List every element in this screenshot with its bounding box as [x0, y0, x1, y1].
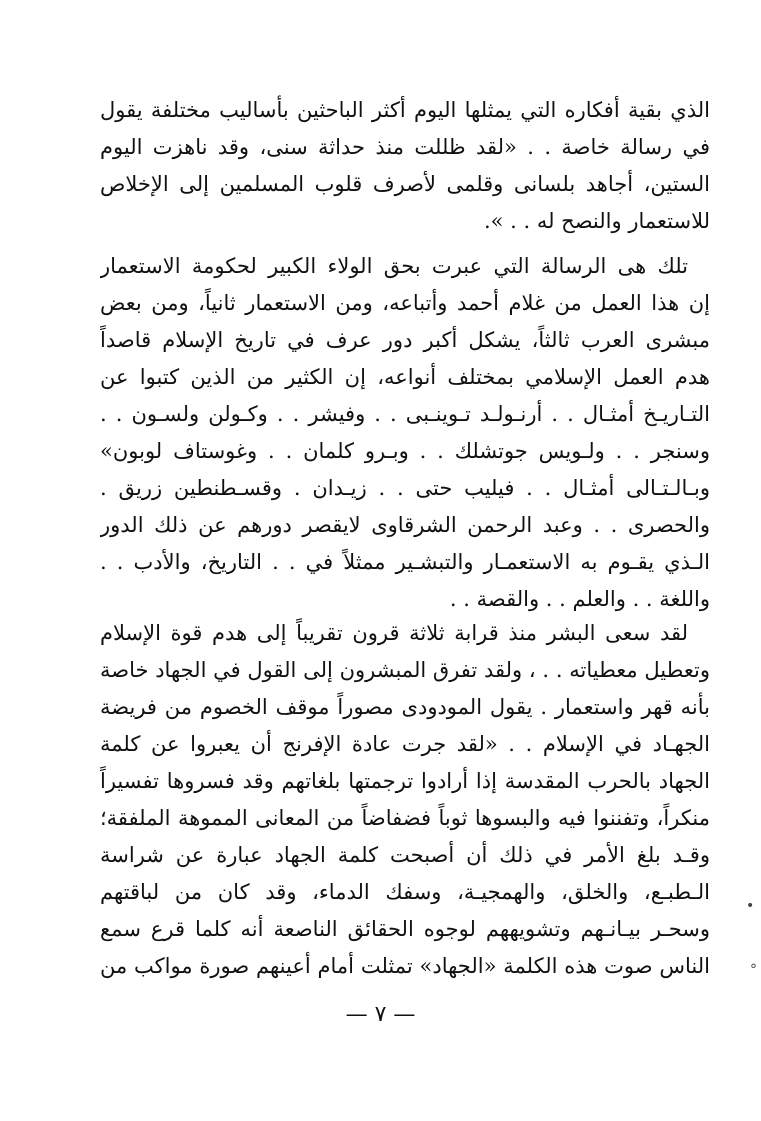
text-line: مبشرى العرب ثالثاً، يشكل أكبر دور عرف في تاريخ الإسلام قاصداً	[100, 328, 710, 352]
text-line: بأنه قهر واستعمار . يقول المودودى مصوراً موقف الخصوم من فريضة	[100, 695, 710, 719]
scan-speck-mark: •	[746, 898, 755, 914]
text-line: تلك هى الرسالة التي عبرت بحق الولاء الكبير لحكومة الاستعمار	[100, 254, 688, 278]
text-line: منكراً، وتفننوا فيه والبسوها ثوباً فضفاضاً من المعانى المموهة الملفقة؛	[100, 806, 710, 830]
text-line: إن هذا العمل من غلام أحمد وأتباعه، ومن الاستعمار ثانياً، ومن بعض	[100, 291, 710, 315]
paragraph-3	[100, 615, 710, 985]
paragraph-1	[100, 92, 710, 240]
text-line: للاستعمار والنصح له . . ».	[483, 209, 710, 233]
text-line: واللغة . . والعلم . . والقصة . .	[449, 587, 710, 611]
text-line: الناس صوت هذه الكلمة «الجهاد» تمثلت أمام أعينهم صورة مواكب من	[100, 954, 710, 978]
text-line: الـطبـع، والخلق، والهمجيـة، وسفك الدماء، وقد كان من لباقتهم	[100, 880, 710, 904]
text-line: والحصرى . . وعبد الرحمن الشرقاوى لايقصر دورهم عن ذلك الدور	[100, 513, 710, 537]
text-line: الستين، أجاهد بلسانى وقلمى لأصرف قلوب المسلمين إلى الإخلاص	[100, 172, 710, 196]
text-line: وسنجر . . ولـويس جوتشلك . . وبـرو كلمان . . وغوستاف لوبون»	[100, 439, 710, 463]
text-line: الجهـاد في الإسلام . . «لقد جرت عادة الإفرنج أن يعبروا عن كلمة	[100, 732, 710, 756]
text-line: الجهاد بالحرب المقدسة إذا أرادوا ترجمتها بلغاتهم وقد فسروها تفسيراً	[100, 769, 710, 793]
text-line: وسحـر بيـانـهم وتشويههم لوجوه الحقائق الناصعة أنه كلما قرع سمع	[100, 917, 710, 941]
text-line: التـاريـخ أمثـال . . أرنـولـد تـوينـبى . . وفيشر . . وكـولن ولسـون . .	[100, 402, 710, 426]
text-line: وقـد بلغ الأمر في ذلك أن أصبحت كلمة الجهاد عبارة عن شراسة	[100, 843, 710, 867]
text-line: في رسالة خاصة . . «لقد ظللت منذ حداثة سنى، وقد ناهزت اليوم	[100, 135, 710, 159]
text-line: الـذي يقـوم به الاستعمـار والتبشـير ممثلاً في . . التاريخ، والأدب . .	[100, 550, 710, 574]
text-line: وتعطيل معطياته . . ، ولقد تفرق المبشرون إلى القول في الجهاد خاصة	[100, 658, 710, 682]
page-number: — ٧ —	[345, 1002, 416, 1027]
text-line: وبـالـتـالى أمثـال . . فيليب حتى . . زيـدان . وقسـطنطين زريق .	[100, 476, 710, 500]
text-line: هدم العمل الإسلامي بمختلف أنواعه، إن الكثير من الذين كتبوا عن	[100, 365, 710, 389]
text-line: لقد سعى البشر منذ قرابة ثلاثة قرون تقريباً إلى هدم قوة الإسلام	[100, 621, 688, 645]
text-line: الذي بقية أفكاره التي يمثلها اليوم أكثر الباحثين بأساليب مختلفة يقول	[100, 98, 710, 122]
paragraph-2	[100, 248, 710, 618]
scan-speck-mark: °	[750, 962, 757, 978]
